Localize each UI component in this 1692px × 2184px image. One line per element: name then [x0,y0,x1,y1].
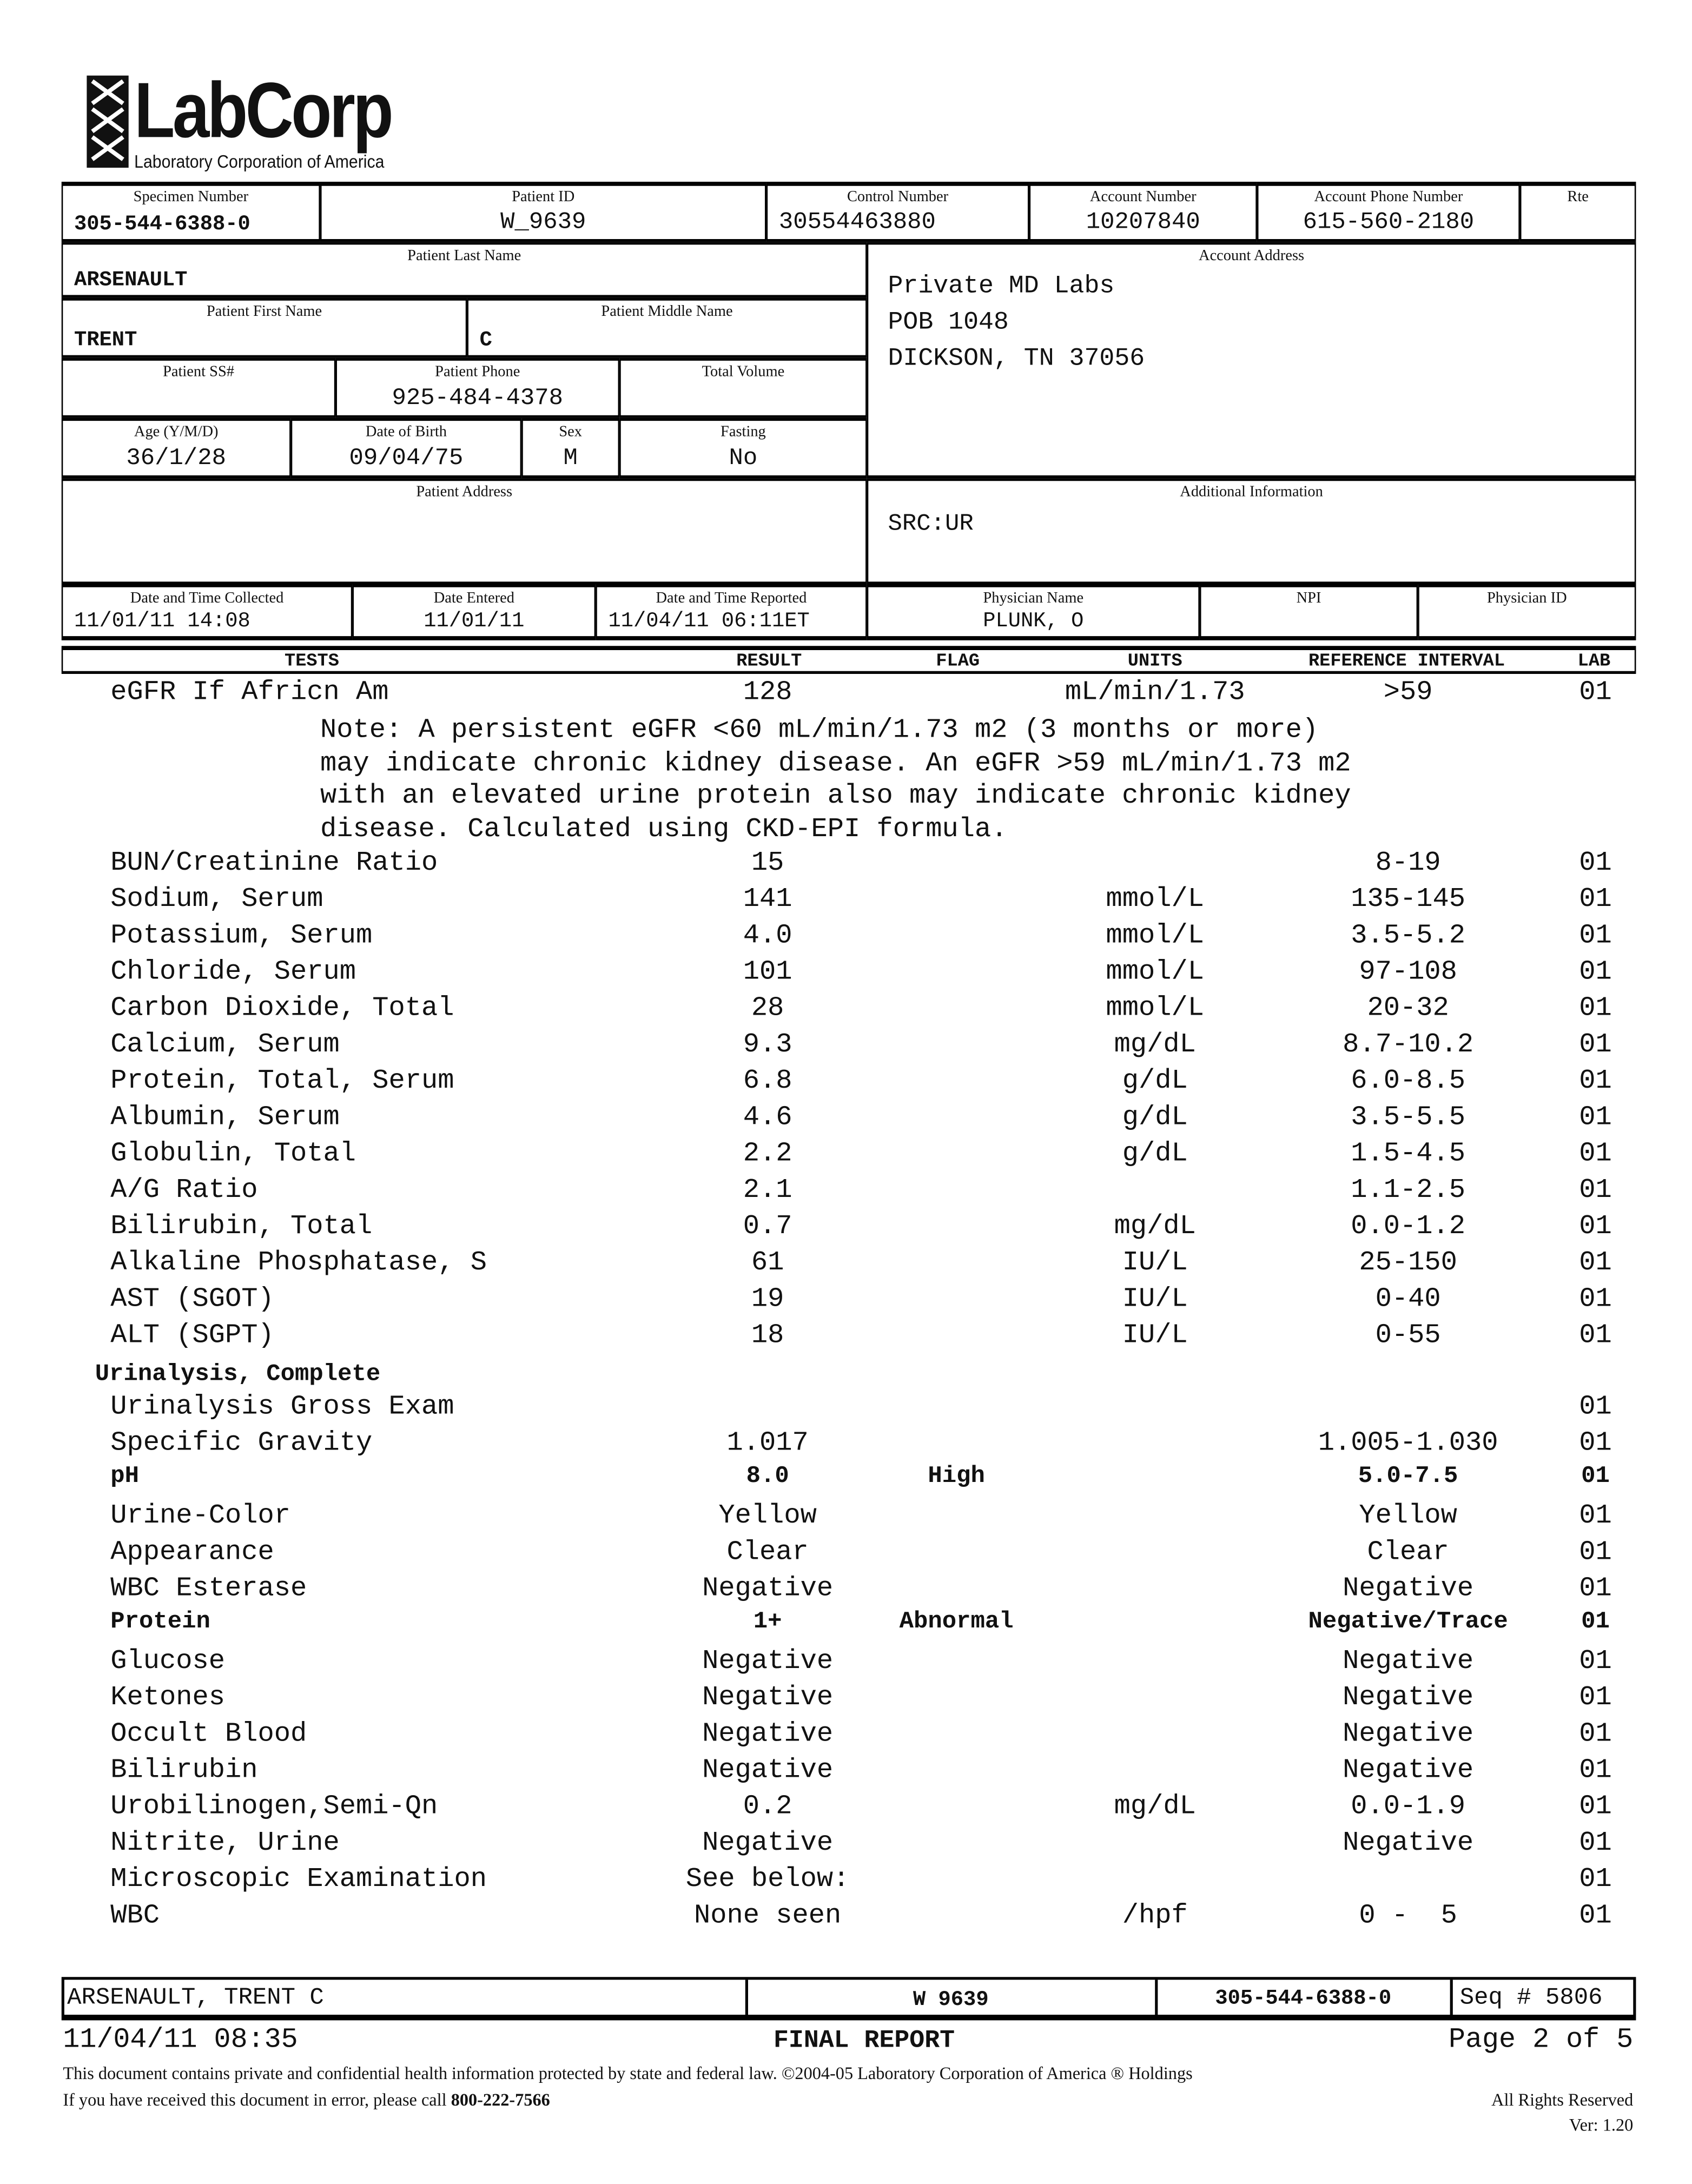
egfr-note [0,747,1692,781]
reference-interval: Clear [1367,1536,1449,1567]
result-value: 6.8 [743,1065,792,1096]
field-value: 10207840 [1086,209,1200,236]
field-age [62,418,291,478]
test-name: Urobilinogen,Semi-Qn [110,1791,438,1822]
result-value: 28 [751,992,784,1024]
test-name: Nitrite, Urine [110,1827,340,1858]
report-status: FINAL REPORT [773,2027,955,2055]
field-value: 305-544-6388-0 [74,212,250,236]
result-row [0,1320,1692,1353]
units: mmol/L [1106,992,1204,1024]
lab-code: 01 [1579,883,1612,915]
units: IU/L [1122,1247,1188,1278]
reference-interval: Negative [1343,1682,1474,1713]
result-value: 0.7 [743,1210,792,1242]
field-label: Sex [559,423,583,441]
test-name: Bilirubin, Total [110,1210,373,1242]
reference-interval: 0-40 [1375,1283,1441,1314]
reference-interval: 1.5-4.5 [1351,1138,1465,1169]
field-sex [521,418,619,478]
field-value: SRC:UR [888,512,974,539]
field-value: 615-560-2180 [1303,209,1475,236]
field-label: Patient First Name [206,303,322,320]
lab-code: 01 [1579,1138,1612,1169]
field-middle-name [467,298,867,358]
result-row [0,1573,1692,1606]
result-row [0,1682,1692,1716]
units: mmol/L [1106,956,1204,988]
result-row [0,1247,1692,1281]
lab-code: 01 [1579,1065,1612,1096]
field-label: Control Number [847,188,949,206]
result-row [0,1537,1692,1570]
lab-code: 01 [1579,1827,1612,1858]
result-value: 0.2 [743,1791,792,1822]
field-label: Date Entered [433,590,514,607]
test-name: Specific Gravity [110,1427,373,1459]
result-value: 61 [751,1247,784,1278]
field-value: 11/04/11 06:11ET [608,610,810,634]
version: Ver: 1.20 [1569,2115,1634,2135]
test-name: Alkaline Phosphatase, S [110,1247,487,1278]
result-value: Yellow [718,1500,817,1531]
result-row [0,1211,1692,1245]
lab-code: 01 [1579,956,1612,988]
field-label: Physician Name [983,590,1084,607]
lab-code: 01 [1579,1320,1612,1351]
field-label: Patient Middle Name [601,303,733,320]
footer-id-bar [62,1977,1636,2020]
field-ssn [62,358,336,418]
result-row [0,1029,1692,1063]
lab-code: 01 [1579,919,1612,951]
result-value: 1+ [753,1609,782,1636]
result-row [0,1102,1692,1135]
field-value: No [729,446,758,473]
result-row [0,1464,1692,1497]
units: /hpf [1122,1900,1188,1931]
urinalysis-section-title: Urinalysis, Complete [95,1361,381,1388]
result-value: 2.1 [743,1174,792,1206]
field-label: Additional Information [1180,484,1323,501]
units: mg/dL [1114,1210,1196,1242]
dna-helix-icon [87,76,129,168]
lab-code: 01 [1581,1609,1610,1636]
test-name: ALT (SGPT) [110,1320,274,1351]
field-last-name [62,242,867,297]
result-value: None seen [694,1900,842,1931]
lab-code: 01 [1579,1791,1612,1822]
reference-interval: 97-108 [1359,956,1457,988]
field-label: Total Volume [702,363,785,381]
rights-reserved: All Rights Reserved [1491,2090,1634,2110]
test-name: Urine-Color [110,1500,290,1531]
logo-tagline: Laboratory Corporation of America [134,151,385,172]
field-value: C [479,328,492,353]
field-patient-address [62,478,867,584]
field-value: 11/01/11 [424,610,525,634]
result-value: 141 [743,883,792,915]
result-row [0,1646,1692,1679]
field-patient-id [320,182,766,242]
field-label: Patient Phone [435,363,520,381]
field-account-phone [1257,182,1520,242]
field-physician-id [1418,585,1636,640]
col-result: RESULT [736,650,802,671]
field-value: 11/01/11 14:08 [74,610,250,634]
field-label: NPI [1296,590,1321,607]
field-account-number [1029,182,1257,242]
account-address-line1: Private MD Labs [888,273,1115,301]
lab-code: 01 [1579,1536,1612,1567]
field-value: PLUNK, O [983,610,1084,634]
account-address-line2: POB 1048 [888,309,1009,337]
test-name: Protein [110,1609,210,1636]
reference-interval: 135-145 [1351,883,1465,915]
note-line: disease. Calculated using CKD-EPI formula. [320,813,1008,845]
test-name: Urinalysis Gross Exam [110,1391,454,1422]
field-label: Date and Time Reported [656,590,807,607]
footer-patient-name: ARSENAULT, TRENT C [67,1985,324,2012]
account-address-line3: DICKSON, TN 37056 [888,345,1145,374]
field-value: 36/1/28 [126,446,227,473]
field-label: Account Number [1089,188,1197,206]
reference-interval: 0 - 5 [1359,1900,1457,1931]
result-row [0,1718,1692,1752]
result-row [0,956,1692,990]
error-notice-text: If you have received this document in error, please call [63,2090,451,2110]
result-row [0,1755,1692,1788]
test-name: WBC Esterase [110,1573,307,1604]
result-value: 1.017 [726,1427,809,1459]
test-name: Albumin, Serum [110,1101,340,1133]
lab-code: 01 [1581,1464,1610,1491]
result-row [0,1174,1692,1208]
result-value: 18 [751,1320,784,1351]
reference-interval: >59 [1383,677,1433,708]
field-value: M [563,446,578,473]
test-name: Bilirubin [110,1755,258,1786]
lab-code: 01 [1579,1645,1612,1677]
field-total-volume [619,358,867,418]
test-name: A/G Ratio [110,1174,258,1206]
field-additional-info [867,478,1636,584]
field-physician [867,585,1200,640]
test-name: BUN/Creatinine Ratio [110,847,438,878]
result-row [0,884,1692,917]
field-label: Date of Birth [365,423,447,441]
lab-code: 01 [1579,1755,1612,1786]
reference-interval: 5.0-7.5 [1358,1464,1458,1491]
units: IU/L [1122,1283,1188,1314]
field-value: TRENT [74,328,137,353]
lab-code: 01 [1579,992,1612,1024]
result-row [0,992,1692,1026]
field-dob [291,418,522,478]
lab-code: 01 [1579,1682,1612,1713]
field-label: Account Phone Number [1314,188,1463,206]
result-value: Negative [702,1645,834,1677]
field-value: ARSENAULT [74,268,188,293]
reference-interval: Negative [1343,1755,1474,1786]
test-name: Chloride, Serum [110,956,356,988]
footer-patient-id: W 9639 [913,1988,989,2012]
result-value: Negative [702,1827,834,1858]
units: mmol/L [1106,883,1204,915]
field-value: 30554463880 [778,209,936,236]
result-row [0,1828,1692,1861]
field-label: Patient SS# [163,363,235,381]
result-row [0,1900,1692,1934]
error-notice [63,2090,550,2112]
test-name: Sodium, Serum [110,883,323,915]
reference-interval: 1.005-1.030 [1318,1427,1498,1459]
result-value: 19 [751,1283,784,1314]
result-row [0,1283,1692,1317]
field-label: Fasting [721,423,766,441]
field-fasting [619,418,867,478]
reference-interval: 0.0-1.2 [1351,1210,1465,1242]
col-flag: FLAG [936,650,980,671]
reference-interval: Negative/Trace [1308,1609,1508,1636]
test-name: Microscopic Examination [110,1863,487,1895]
units: mg/dL [1114,1791,1196,1822]
result-value: 8.0 [746,1464,789,1491]
result-value: Negative [702,1718,834,1749]
col-reference: REFERENCE INTERVAL [1308,650,1505,671]
units: g/dL [1122,1138,1188,1169]
test-name: AST (SGOT) [110,1283,274,1314]
field-npi [1200,585,1418,640]
field-specimen-number [62,182,320,242]
lab-code: 01 [1579,1718,1612,1749]
units: mmol/L [1106,919,1204,951]
reference-interval: 8-19 [1375,847,1441,878]
reference-interval: 0-55 [1375,1320,1441,1351]
field-label: Specimen Number [133,188,249,206]
result-row [0,1138,1692,1172]
test-name: Glucose [110,1645,225,1677]
test-name: Appearance [110,1536,274,1567]
field-reported [596,585,867,640]
units: g/dL [1122,1065,1188,1096]
result-value: Clear [726,1536,809,1567]
units: mg/dL [1114,1029,1196,1060]
col-lab: LAB [1577,650,1611,671]
test-name: WBC [110,1900,160,1931]
result-value: 101 [743,956,792,988]
field-collected [62,585,353,640]
lab-code: 01 [1579,1029,1612,1060]
lab-code: 01 [1579,677,1612,708]
result-row [0,848,1692,881]
lab-code: 01 [1579,1391,1612,1422]
egfr-note [0,814,1692,848]
test-name: Potassium, Serum [110,919,373,951]
result-value: 4.6 [743,1101,792,1133]
units: mL/min/1.73 [1065,677,1245,708]
reference-interval: Yellow [1359,1500,1457,1531]
field-label: Patient ID [512,188,575,206]
logo-name: LabCorp [134,65,392,154]
test-name: Carbon Dioxide, Total [110,992,454,1024]
footer-specimen-number: 305-544-6388-0 [1215,1987,1392,2011]
result-row [0,1427,1692,1461]
result-value: Negative [702,1755,834,1786]
note-line: Note: A persistent eGFR <60 mL/min/1.73 m2 (3 months or more) [320,714,1319,745]
test-name: Occult Blood [110,1718,307,1749]
field-control-number [766,182,1029,242]
flag: Abnormal [899,1609,1014,1636]
print-timestamp: 11/04/11 08:35 [63,2024,298,2057]
test-name: pH [110,1464,139,1491]
field-label: Age (Y/M/D) [134,423,219,441]
reference-interval: Negative [1343,1573,1474,1604]
result-row [0,1065,1692,1099]
field-value: W_9639 [500,209,586,236]
reference-interval: Negative [1343,1718,1474,1749]
reference-interval: 1.1-2.5 [1351,1174,1465,1206]
result-row [0,1391,1692,1425]
lab-code: 01 [1579,1283,1612,1314]
test-name: Ketones [110,1682,225,1713]
labcorp-logo [87,65,464,176]
result-value: Negative [702,1573,834,1604]
reference-interval: Negative [1343,1645,1474,1677]
reference-interval: 0.0-1.9 [1351,1791,1465,1822]
egfr-note [0,780,1692,814]
lab-code: 01 [1579,1427,1612,1459]
lab-code: 01 [1579,1210,1612,1242]
lab-code: 01 [1579,1247,1612,1278]
lab-code: 01 [1579,847,1612,878]
lab-code: 01 [1579,1863,1612,1895]
reference-interval: 3.5-5.5 [1351,1101,1465,1133]
field-entered [352,585,596,640]
note-line: with an elevated urine protein also may indicate chronic kidney [320,780,1351,812]
result-value: 4.0 [743,919,792,951]
reference-interval: 3.5-5.2 [1351,919,1465,951]
reference-interval: 20-32 [1367,992,1449,1024]
reference-interval: 8.7-10.2 [1343,1029,1474,1060]
result-value: 9.3 [743,1029,792,1060]
error-phone: 800-222-7566 [451,2090,550,2110]
flag: High [928,1464,985,1491]
reference-interval: 6.0-8.5 [1351,1065,1465,1096]
field-phone [335,358,619,418]
units: g/dL [1122,1101,1188,1133]
lab-code: 01 [1579,1500,1612,1531]
test-name: eGFR If Africn Am [110,677,389,708]
lab-code: 01 [1579,1174,1612,1206]
result-row [0,677,1692,710]
result-value: See below: [685,1863,850,1895]
field-first-name [62,298,467,358]
lab-code: 01 [1579,1573,1612,1604]
col-units: UNITS [1127,650,1182,671]
test-name: Calcium, Serum [110,1029,340,1060]
col-tests: TESTS [285,650,339,671]
footer-seq: Seq # 5806 [1459,1985,1603,2012]
field-rte [1520,182,1636,242]
result-value: Negative [702,1682,834,1713]
field-value: 09/04/75 [349,446,464,473]
note-line: may indicate chronic kidney disease. An eGFR >59 mL/min/1.73 m2 [320,747,1351,779]
result-row [0,1864,1692,1897]
confidentiality-notice: This document contains private and confidential health information protected by state and federal law. ©2004-05 Laboratory Corporation of America ® Holdings [63,2063,1193,2083]
field-value: 925-484-4378 [392,386,563,413]
field-label: Patient Address [416,484,513,501]
result-value: 128 [743,677,792,708]
result-row [0,920,1692,954]
field-label: Account Address [1199,247,1305,264]
test-name: Globulin, Total [110,1138,356,1169]
result-value: 15 [751,847,784,878]
reference-interval: Negative [1343,1827,1474,1858]
lab-code: 01 [1579,1900,1612,1931]
lab-code: 01 [1579,1101,1612,1133]
reference-interval: 25-150 [1359,1247,1457,1278]
field-label: Patient Last Name [407,247,521,264]
result-value: 2.2 [743,1138,792,1169]
units: IU/L [1122,1320,1188,1351]
result-row [0,1500,1692,1534]
field-account-address [867,242,1636,478]
field-label: Physician ID [1486,590,1567,607]
section-header [0,1362,1692,1395]
result-row [0,1609,1692,1643]
field-label: Rte [1567,188,1589,206]
result-row [0,1791,1692,1824]
test-name: Protein, Total, Serum [110,1065,454,1096]
page-indicator: Page 2 of 5 [1448,2024,1634,2057]
field-label: Date and Time Collected [130,590,284,607]
egfr-note [0,714,1692,748]
